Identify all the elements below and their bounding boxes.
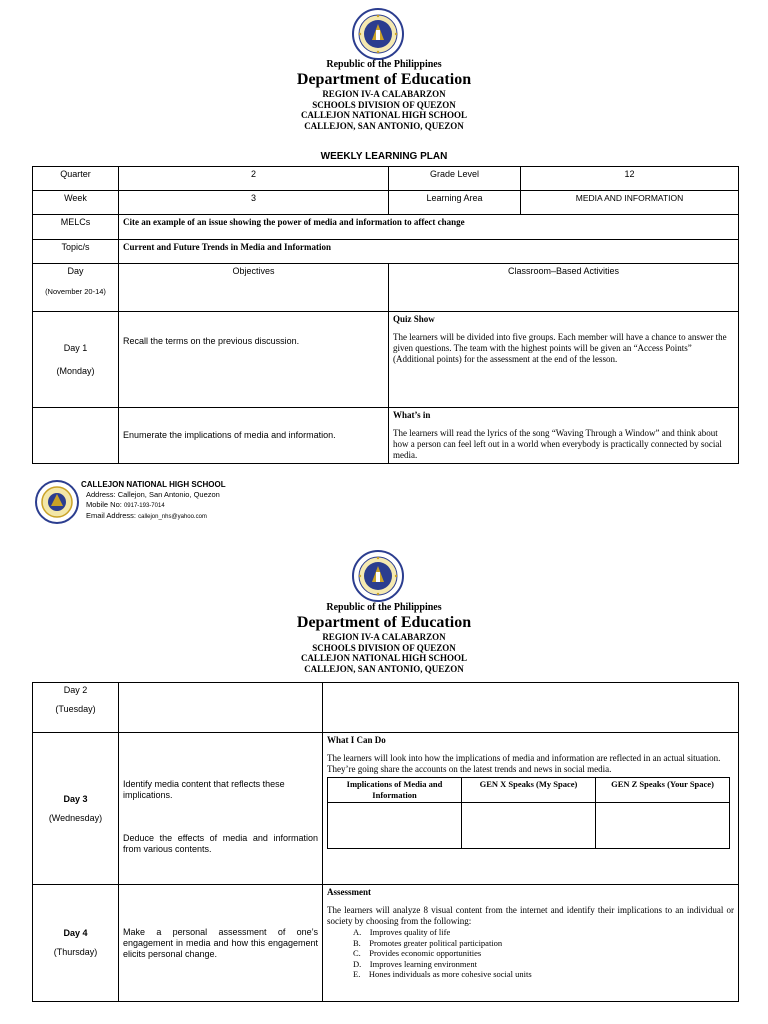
gen-speaks-table (327, 777, 730, 849)
day1b-activity-text: The learners will read the lyrics of the song “Waving Through a Window” and think about how a person can feel left out in a world when everybody is practically connected by social media. (393, 428, 722, 460)
day2-cell (33, 683, 119, 733)
school-text: CALLEJON NATIONAL HIGH SCHOOL (300, 110, 468, 120)
footer-address-value: Callejon, San Antonio, Quezon (117, 490, 220, 499)
day-range: (November 20-14) (45, 287, 106, 296)
division-text: SCHOOLS DIVISION OF QUEZON (312, 99, 456, 110)
area-value: MEDIA AND INFORMATION (521, 191, 739, 215)
footer-email-value: callejon_nhs@yahoo.com (138, 514, 207, 520)
day4-activity (323, 885, 739, 1002)
day1b-activity-title: What’s in (393, 410, 431, 420)
republic-text: Republic of the Philippines (326, 59, 442, 70)
gen-cell-genx[interactable] (462, 803, 596, 849)
school-text-p2: CALLEJON NATIONAL HIGH SCHOOL (300, 653, 468, 663)
day4-activity-text: The learners will analyze 8 visual content from the internet and identify their implications to an individual or society by choosing from the following: (327, 905, 734, 926)
day4-option: B. Promotes greater political participation (353, 937, 503, 948)
address-text-p2: CALLEJON, SAN ANTONIO, QUEZON (304, 663, 464, 674)
day1b-objective: Enumerate the implications of media and information. (119, 408, 389, 464)
day3-activity (323, 733, 739, 885)
day1b-cell (33, 408, 119, 464)
footer-school-name: CALLEJON NATIONAL HIGH SCHOOL (81, 480, 226, 489)
day2-objective (119, 683, 323, 733)
footer-mobile-value: 0917-193-7014 (123, 503, 165, 509)
department-title-p2: Department of Education (296, 614, 472, 631)
gen-cell-implications[interactable] (328, 803, 462, 849)
day4-objective: Make a personal assessment of one’s engagement in media and how this engagement elicits personal change. (119, 885, 323, 1002)
gen-col-genx: GEN X Speaks (My Space) (462, 778, 596, 803)
day3-cell (33, 733, 119, 885)
day4-cell (33, 885, 119, 1002)
republic-text-p2: Republic of the Philippines (326, 602, 442, 613)
day4-weekday: (Thursday) (53, 947, 98, 957)
footer-address-label: Address: (86, 490, 116, 499)
day3-objectives (119, 733, 323, 885)
day1-cell (33, 312, 119, 408)
melcs-label: MELCs (33, 215, 119, 240)
deped-seal-icon-page2 (352, 550, 404, 602)
school-logo-icon (35, 480, 79, 524)
day3-objective-2: Deduce the effects of media and information from various contents. (123, 833, 318, 854)
footer-mobile-label: Mobile No: (86, 500, 122, 509)
melcs-value: Cite an example of an issue showing the power of media and information to affect change (119, 215, 739, 240)
quarter-value: 2 (119, 167, 389, 191)
region-text: REGION IV-A CALABARZON (322, 89, 446, 99)
footer-email (86, 511, 381, 522)
day4-option: D. Improves learning environment (353, 958, 477, 969)
day4-activity-title: Assessment (327, 887, 371, 897)
day1-weekday: (Monday) (56, 365, 95, 376)
day1b-activity (389, 408, 739, 464)
objectives-header: Objectives (119, 264, 389, 312)
address-text: CALLEJON, SAN ANTONIO, QUEZON (304, 120, 464, 131)
day2-activity (323, 683, 739, 733)
day1-activity (389, 312, 739, 408)
day1-activity-text: The learners will be divided into five groups. Each member will have a chance to answer the given questions. The team with the highest points will be given an “Access Points” (Additional points) for the assessment at the end of the lesson. (393, 332, 727, 364)
day4-options-list (327, 927, 734, 980)
region-text-p2: REGION IV-A CALABARZON (322, 632, 446, 642)
activities-header: Classroom–Based Activities (389, 264, 739, 312)
gen-col-genz: GEN Z Speaks (Your Space) (596, 778, 730, 803)
topic-value: Current and Future Trends in Media and Information (119, 240, 739, 264)
plan-title: WEEKLY LEARNING PLAN (320, 151, 448, 162)
plan-table-page1 (32, 166, 739, 464)
day1-objective: Recall the terms on the previous discussion. (119, 312, 389, 408)
grade-label: Grade Level (389, 167, 521, 191)
day2-weekday: (Tuesday) (55, 704, 96, 714)
day1-activity-title: Quiz Show (393, 314, 435, 324)
day3-name: Day 3 (63, 793, 88, 804)
day3-activity-title: What I Can Do (327, 735, 386, 745)
day2-name: Day 2 (63, 685, 88, 695)
day1-name: Day 1 (63, 342, 88, 353)
day4-name: Day 4 (63, 928, 88, 938)
day-header (33, 264, 119, 312)
grade-value: 12 (521, 167, 739, 191)
topic-label: Topic/s (33, 240, 119, 264)
footer-address (86, 490, 381, 500)
footer-text (81, 480, 381, 522)
day4-option: C. Provides economic opportunities (353, 948, 482, 958)
division-text-p2: SCHOOLS DIVISION OF QUEZON (312, 642, 456, 653)
plan-table-page2 (32, 682, 739, 1002)
day-label: Day (67, 266, 84, 276)
deped-seal-icon (352, 8, 404, 60)
area-label: Learning Area (389, 191, 521, 215)
day3-objective-1: Identify media content that reflects these implications. (123, 779, 285, 800)
gen-col-implications: Implications of Media and Information (328, 778, 462, 803)
week-value: 3 (119, 191, 389, 215)
page2-header (0, 602, 768, 674)
department-title: Department of Education (296, 71, 472, 88)
page1-header (0, 59, 768, 131)
footer-email-label: Email Address: (86, 511, 137, 520)
day4-option: A. Improves quality of life (353, 927, 451, 937)
week-label: Week (33, 191, 119, 215)
quarter-label: Quarter (33, 167, 119, 191)
footer-mobile (86, 500, 381, 511)
gen-cell-genz[interactable] (596, 803, 730, 849)
day4-option: E. Hones individuals as more cohesive social units (353, 969, 532, 979)
day3-activity-text: The learners will look into how the implications of media and information are reflected in an actual situation. They’re going share the accounts on the latest trends and news in social media. (327, 753, 721, 774)
day3-weekday: (Wednesday) (48, 812, 103, 823)
